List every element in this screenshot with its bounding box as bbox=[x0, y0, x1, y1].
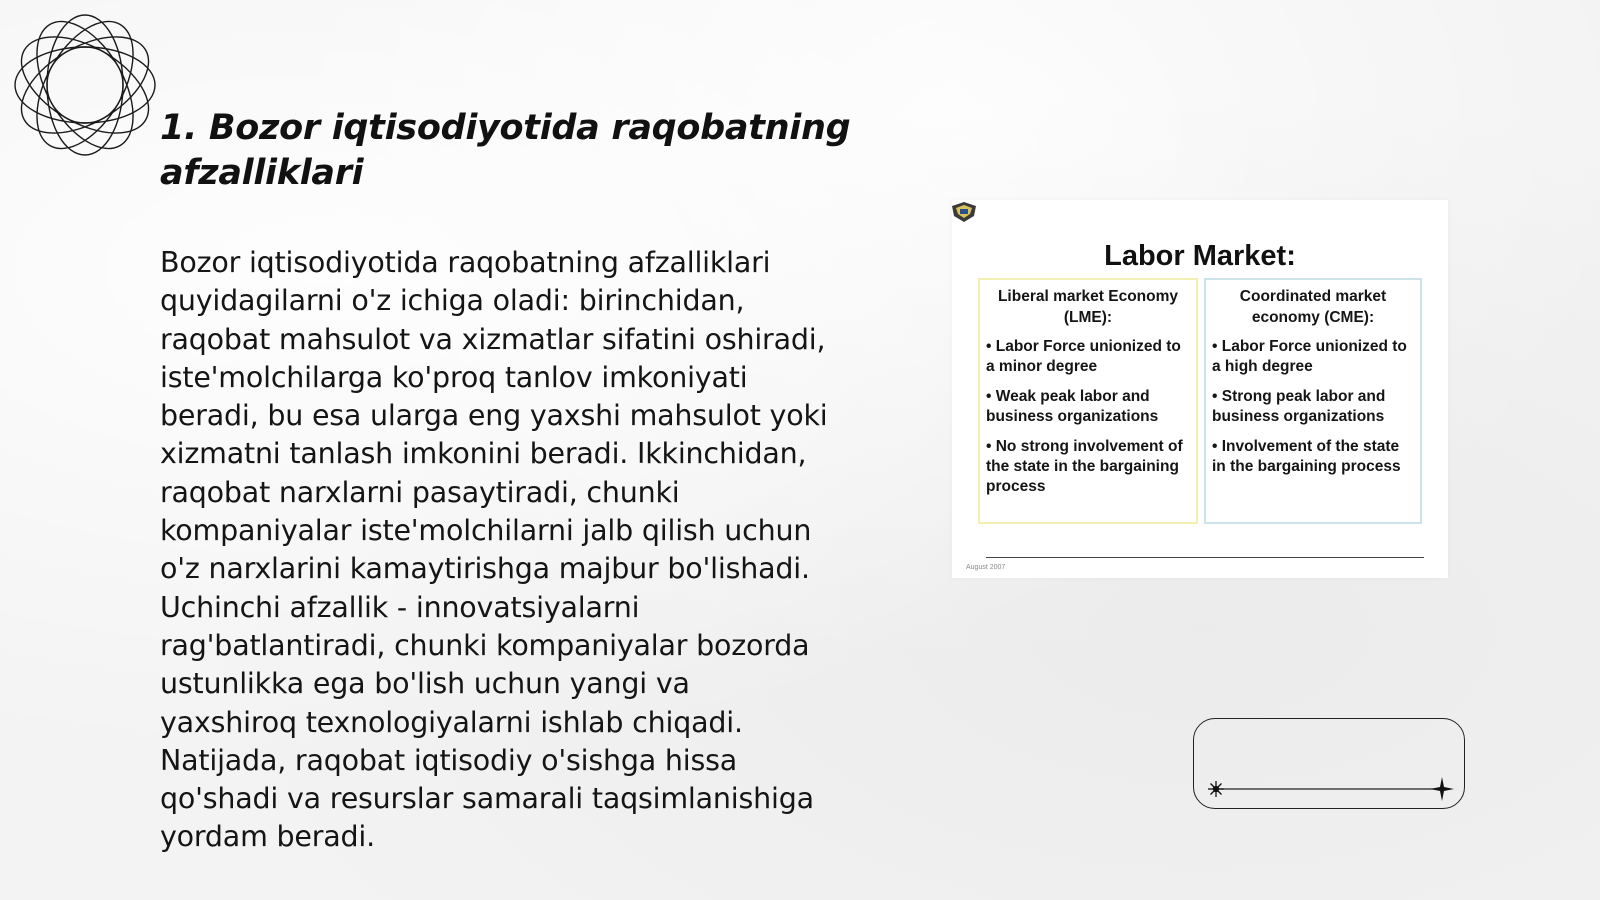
slide-footer: August 2007 bbox=[966, 564, 1006, 571]
ornament-ellipse bbox=[17, 10, 153, 160]
slide-divider bbox=[986, 557, 1424, 558]
cme-item: • Involvement of the state in the bargaining process bbox=[1212, 438, 1401, 475]
embedded-slide-image bbox=[952, 200, 1448, 578]
cme-heading: Coordinated market economy (CME): bbox=[1239, 288, 1387, 326]
lme-item: • Weak peak labor and business organizations bbox=[986, 388, 1159, 425]
ornament-ring bbox=[47, 47, 123, 123]
crest-badge-icon bbox=[949, 200, 979, 224]
cme-item: • Strong peak labor and business organizations bbox=[1212, 388, 1386, 425]
ornament-ellipse bbox=[17, 10, 153, 160]
spirograph-ornament-icon bbox=[10, 10, 160, 160]
panel-line-graphic bbox=[1194, 719, 1466, 810]
ornament-ellipse bbox=[47, 15, 123, 155]
cme-column bbox=[1204, 278, 1422, 524]
lme-item: • No strong involvement of the state in the bargaining process bbox=[986, 438, 1183, 495]
ornament-ellipse bbox=[15, 47, 155, 123]
ornament-ellipse bbox=[10, 17, 160, 153]
lme-item: • Labor Force unionized to a minor degree bbox=[986, 338, 1181, 375]
decorative-rounded-panel bbox=[1193, 718, 1465, 809]
lme-column bbox=[978, 278, 1198, 524]
star-cross-icon bbox=[1430, 777, 1454, 801]
cme-item: • Labor Force unionized to a high degree bbox=[1212, 338, 1407, 375]
slide-title: Labor Market: bbox=[1104, 240, 1296, 272]
page-title: 1. Bozor iqtisodiyotida raqobatning afzalliklari bbox=[160, 108, 851, 193]
sparkle-icon bbox=[1208, 781, 1224, 797]
body-paragraph: Bozor iqtisodiyotida raqobatning afzalliklari quyidagilarni o'z ichiga oladi: birinchidan, raqobat mahsulot va xizmatlar sifatini oshiradi, iste'molchilarga ko'proq tanlov imkoniyati beradi, bu esa ularga eng yaxshi mahsulot yoki xizmatni tanlash imkonini beradi. Ikkinchidan, raqobat narxlarni pasaytiradi, chunki kompaniyalar iste'molchilarni jalb qilish uchun o'z narxlarini kamaytirishga majbur bo'lishadi. Uchinchi afzallik - innovatsiyalarni rag'batlantiradi, chunki kompaniyalar bozorda ustunlikka ega bo'lish uchun yangi va yaxshiroq texnologiyalarni ishlab chiqadi. Natijada, raqobat iqtisodiy o'sishga hissa qo'shadi va resurslar samarali taqsimlanishiga yordam beradi. bbox=[160, 246, 828, 854]
lme-heading: Liberal market Economy (LME): bbox=[997, 288, 1179, 326]
ornament-ellipse bbox=[10, 17, 160, 153]
